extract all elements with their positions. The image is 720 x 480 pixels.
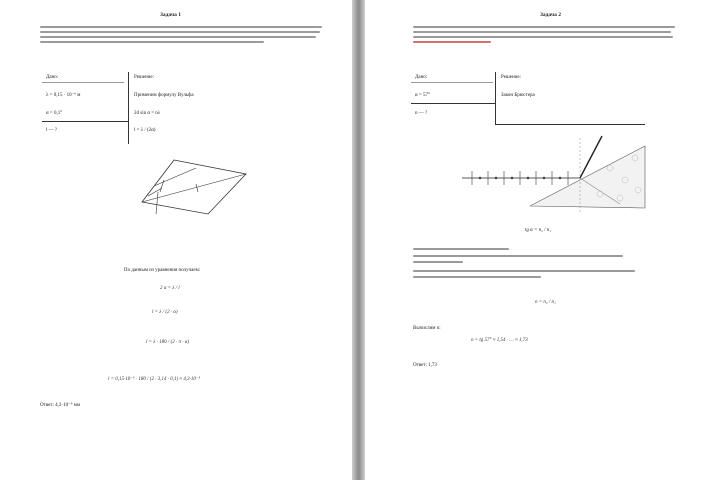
left-note: По данным из уравнения получаем:: [124, 268, 201, 273]
right-calc-label: Вычислим n:: [413, 326, 441, 331]
left-given-1: λ = 0,15 · 10⁻⁶ м: [46, 93, 81, 98]
right-formula-1: n = n₂ / n₁: [535, 300, 556, 305]
right-caption: tg α = n₂ / n₁: [525, 228, 552, 233]
left-table-divider: [128, 72, 129, 144]
right-table-divider: [495, 72, 496, 124]
left-formula-2: l = λ / (2 · α): [152, 310, 178, 315]
right-answer: Ответ: 1,73: [413, 363, 437, 368]
right-title: Задача 2: [540, 12, 561, 18]
left-header-rule: [42, 82, 124, 83]
left-solution-3: l = λ / (2α): [134, 128, 156, 133]
left-formula-1: 2 α = λ / l: [160, 286, 180, 291]
left-answer: Ответ: 4,3·10⁻⁵ мм: [40, 403, 81, 408]
right-given-1: α = 57°: [415, 93, 430, 98]
left-find: l — ?: [46, 128, 58, 133]
right-given-header: Дано:: [415, 75, 428, 80]
right-formula-2: n = tg 57° ≈ 1,54 · … ≈ 1,73: [471, 338, 528, 343]
left-given-2: α = 0,1°: [46, 111, 63, 116]
left-page: [0, 0, 352, 480]
right-solution-header: Решение:: [501, 75, 521, 80]
right-header-rule: [411, 82, 493, 83]
right-table-bottom-rule: [495, 124, 645, 125]
right-given-rule: [411, 103, 495, 104]
left-solution-header: Решение:: [134, 75, 154, 80]
left-given-header: Дано:: [46, 75, 59, 80]
left-given-rule: [42, 121, 128, 122]
left-formula-3: l = λ · 180 / (2 · π · α): [146, 340, 190, 345]
page-divider: [352, 0, 365, 480]
right-solution-1: Закон Брюстера: [501, 93, 535, 98]
left-solution-1: Применим формулу Вульфа: [134, 93, 194, 98]
left-wedge-diagram: [138, 158, 250, 220]
left-title: Задача 1: [160, 12, 181, 18]
right-brewster-diagram: [460, 128, 650, 218]
right-page: [365, 0, 720, 480]
left-solution-2: 2d sin α = nλ: [134, 111, 161, 116]
left-formula-4: l = 0,15·10⁻⁶ · 180 / (2 · 3,14 · 0,1) ≈ 4,3·10⁻⁵: [108, 377, 201, 382]
right-find: n — ?: [415, 111, 428, 116]
